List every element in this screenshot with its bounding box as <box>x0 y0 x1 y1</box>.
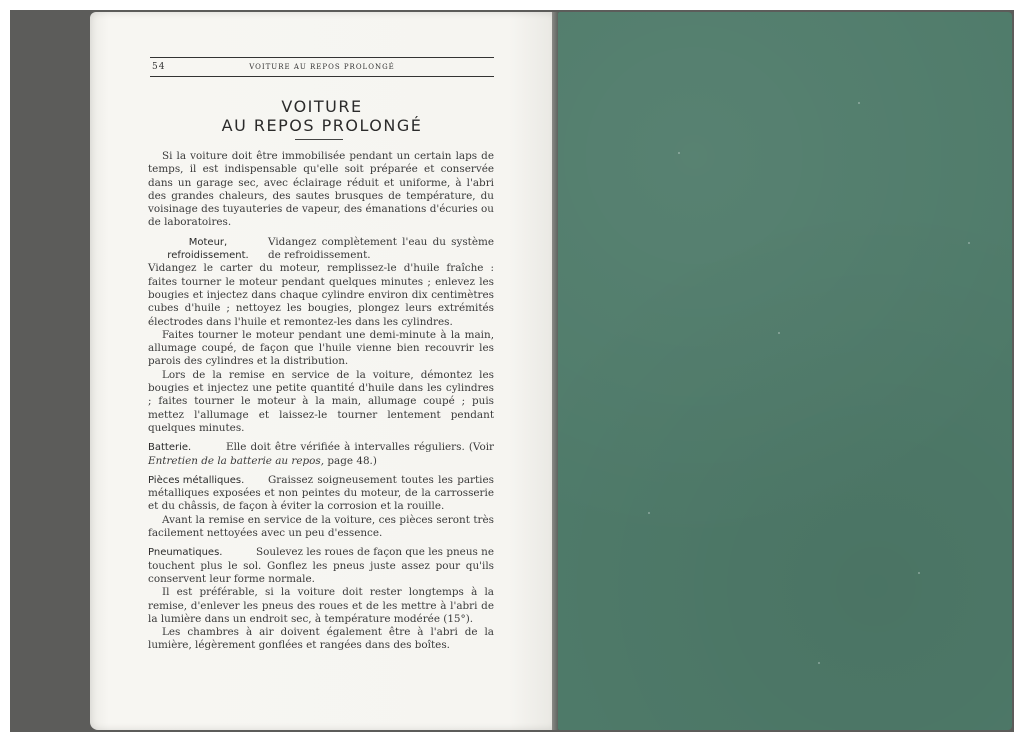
moteur-paragraph-1: Vidangez complètement l'eau du système de refroidissement. <box>268 235 494 262</box>
moteur-paragraph-2: Vidangez le carter du moteur, remplissez-le d'huile fraîche : faites tourner le moteur pendant quelques minutes ; enlevez les bougies et injectez dans chaque cylindre environ dix centimètres cubes d'huile ; nettoyez les bougies, plongez leurs extrémités électrodes dans l'huile et remontez-les dans les cylindres. <box>148 262 494 328</box>
section-heading-pieces: Pièces métalliques. <box>148 474 245 486</box>
intro-paragraph: Si la voiture doit être immobilisée pendant un certain laps de temps, il est indispensable qu'elle soit préparée et conservée dans un garage sec, avec éclairage réduit et uniforme, à l'abri des grandes chaleurs, des sautes brusques de température, du voisinage des tuyauteries de vapeur, des émanations d'écuries ou de laboratoires. <box>148 150 494 229</box>
section-pneumatiques <box>148 546 494 652</box>
section-batterie <box>148 441 494 468</box>
title-line-1: VOITURE <box>281 97 363 116</box>
pneumatiques-paragraph-1: Soulevez les roues de façon que les pneus ne touchent plus le sol. Gonflez les pneus juste assez pour qu'ils conservent leur forme normale. <box>148 546 494 585</box>
title-rule <box>295 139 343 140</box>
title-line-2: AU REPOS PROLONGÉ <box>221 116 423 135</box>
page-body <box>148 150 494 653</box>
back-cover <box>558 12 1012 730</box>
section-moteur <box>148 236 494 435</box>
pneumatiques-paragraph-2: Il est préférable, si la voiture doit rester longtemps à la remise, d'enlever les pneus des roues et de les mettre à l'abri de la lumière dans un endroit sec, à température modérée (15°). <box>148 586 494 625</box>
section-pieces-metalliques <box>148 474 494 540</box>
batterie-paragraph: Elle doit être vérifiée à intervalles réguliers. (Voir Entretien de la batterie au repos, page 48.) <box>148 441 494 467</box>
pieces-paragraph-2: Avant la remise en service de la voiture, ces pièces seront très facilement nettoyées avec un peu d'essence. <box>148 513 494 540</box>
running-header <box>150 57 494 77</box>
section-heading-moteur: Moteur, refroidissement. <box>167 236 249 262</box>
moteur-paragraph-4: Lors de la remise en service de la voiture, démontez les bougies et injectez une petite quantité d'huile dans les cylindres ; faites tourner le moteur à la main, allumage coupé ; puis mettez l'allumage et laissez-le tourner lentement pendant quelques minutes. <box>148 368 494 434</box>
pneumatiques-paragraph-3: Les chambres à air doivent également être à l'abri de la lumière, légèrement gonflées et rangées dans des boîtes. <box>148 626 494 652</box>
running-title: VOITURE AU REPOS PROLONGÉ <box>249 63 395 71</box>
pieces-paragraph-1: Graissez soigneusement toutes les parties métalliques exposées et non peintes du moteur, de la carrosserie et du châssis, de façon à éviter la corrosion et la rouille. <box>148 473 494 513</box>
page-number: 54 <box>152 62 166 72</box>
page-title <box>150 97 494 135</box>
batterie-reference: Entretien de la batterie au repos, <box>148 454 325 467</box>
section-heading-pneumatiques: Pneumatiques. <box>148 547 223 559</box>
moteur-paragraph-3: Faites tourner le moteur pendant une demi-minute à la main, allumage coupé, de façon que l'huile vienne bien recouvrir les parois des cylindres et la distribution. <box>148 328 494 368</box>
section-heading-batterie: Batterie. <box>148 442 192 454</box>
